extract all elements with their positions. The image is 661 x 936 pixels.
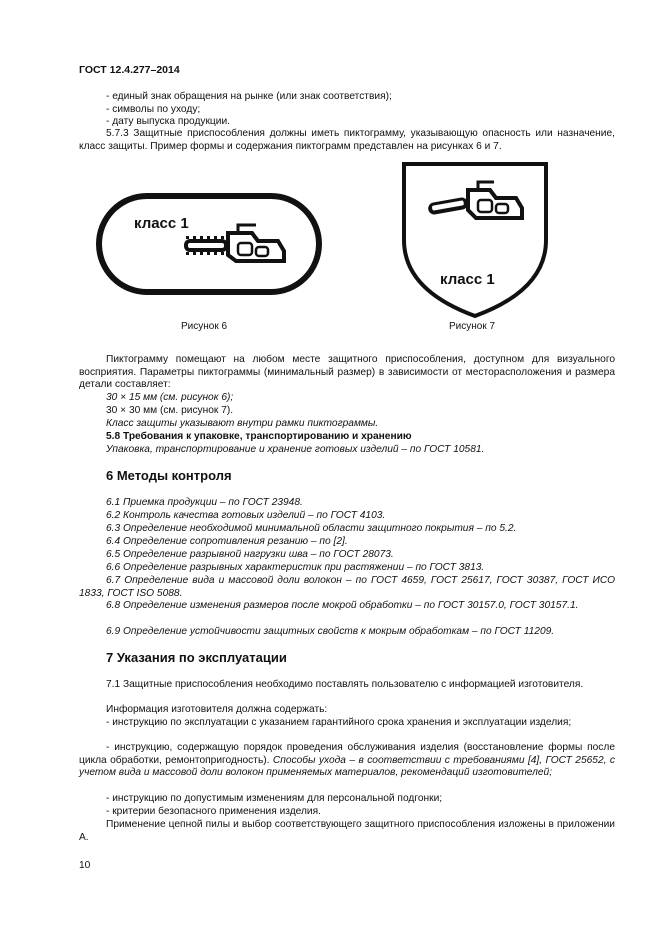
list-item: 6.1 Приемка продукции – по ГОСТ 23948. [106, 497, 303, 508]
figure-7-caption: Рисунок 7 [449, 321, 496, 332]
list-item: 6.5 Определение разрывной нагрузки шва – по ГОСТ 28073. [106, 549, 394, 560]
page-number: 10 [79, 860, 91, 871]
size-item: 30 × 15 мм (см. рисунок 6); [106, 392, 234, 403]
class-note: Класс защиты указывают внутри рамки пиктограммы. [106, 418, 379, 429]
paragraph-appendix: Применение цепной пилы и выбор соответствующего защитного приспособления изложены в приложении А. [79, 819, 615, 843]
list-item: - критерии безопасного применения изделия. [106, 806, 321, 817]
list-item: 6.8 Определение изменения размеров после мокрой обработки – по ГОСТ 30157.0, ГОСТ 30157.1. [106, 600, 579, 611]
figure7-class-label: класс 1 [440, 271, 495, 288]
chainsaw-icon [184, 225, 284, 261]
pictogram-rounded-rect [96, 193, 322, 295]
figure-7 [400, 160, 550, 323]
list-item: - инструкцию по допустимым изменениям для персональной подгонки; [106, 793, 443, 804]
section-5-8-title: 5.8 Требования к упаковке, транспортированию и хранению [106, 431, 412, 442]
figure-6 [96, 193, 322, 298]
list-item: 6.9 Определение устойчивости защитных свойств к мокрым обработкам – по ГОСТ 11209. [106, 626, 555, 637]
list-item: - единый знак обращения на рынке (или знак соответствия); [106, 91, 392, 102]
paragraph-info: Информация изготовителя должна содержать: [106, 704, 328, 715]
paragraph-5-7-3: 5.7.3 Защитные приспособления должны иметь пиктограмму, указывающую опасность или назначение, класс защиты. Пример формы и содержания пиктограмм представлен на рисунках 6 и 7. [79, 128, 615, 152]
figure-6-caption: Рисунок 6 [181, 321, 228, 332]
list-item: - дату выпуска продукции. [106, 116, 230, 127]
paragraph-7-1: 7.1 Защитные приспособления необходимо поставлять пользователю с информацией изготовителя. [106, 679, 584, 690]
list-item: 6.3 Определение необходимой минимальной области защитного покрытия – по 5.2. [106, 523, 517, 534]
section-7-title: 7 Указания по эксплуатации [106, 650, 287, 665]
section-6-title: 6 Методы контроля [106, 468, 232, 483]
size-item: 30 × 30 мм (см. рисунок 7). [106, 405, 234, 416]
pictogram-shield [400, 160, 550, 320]
list-item: - символы по уходу; [106, 104, 201, 115]
list-item-normal: - инструкцию, содержащую порядок проведения обслуживания изделия (восстановление формы после цикла обработки, ремонтопригодность). [79, 742, 615, 766]
list-item: 6.6 Определение разрывных характеристик при растяжении – по ГОСТ 3813. [106, 562, 485, 573]
list-item-italic: Способы ухода – в соответствии с требованиями [4], ГОСТ 25652, с учетом вида и массовой доли волокон применяемых материалов, рекомендаций изготовителей; [79, 754, 615, 778]
chainsaw-icon [427, 182, 522, 218]
list-item: 6.4 Определение сопротивления резанию – по [2]. [106, 536, 348, 547]
document-header: ГОСТ 12.4.277–2014 [79, 64, 180, 76]
list-item: 6.2 Контроль качества готовых изделий – по ГОСТ 4103. [106, 510, 386, 521]
list-item [79, 742, 615, 780]
section-5-8-text: Упаковка, транспортирование и хранение готовых изделий – по ГОСТ 10581. [106, 444, 485, 455]
list-item: - инструкцию по эксплуатации с указанием гарантийного срока хранения и эксплуатации изделия; [106, 717, 572, 728]
list-item: 6.7 Определение вида и массовой доли волокон – по ГОСТ 4659, ГОСТ 25617, ГОСТ 30387, ГОСТ ИСО 1833, ГОСТ ISO 5088. [79, 575, 615, 599]
figure6-class-label: класс 1 [134, 215, 189, 232]
paragraph-pictogram: Пиктограмму помещают на любом месте защитного приспособления, доступном для визуального восприятия. Параметры пиктограммы (минимальный размер) в зависимости от месторасположения и размера детали составляет: [79, 354, 615, 390]
